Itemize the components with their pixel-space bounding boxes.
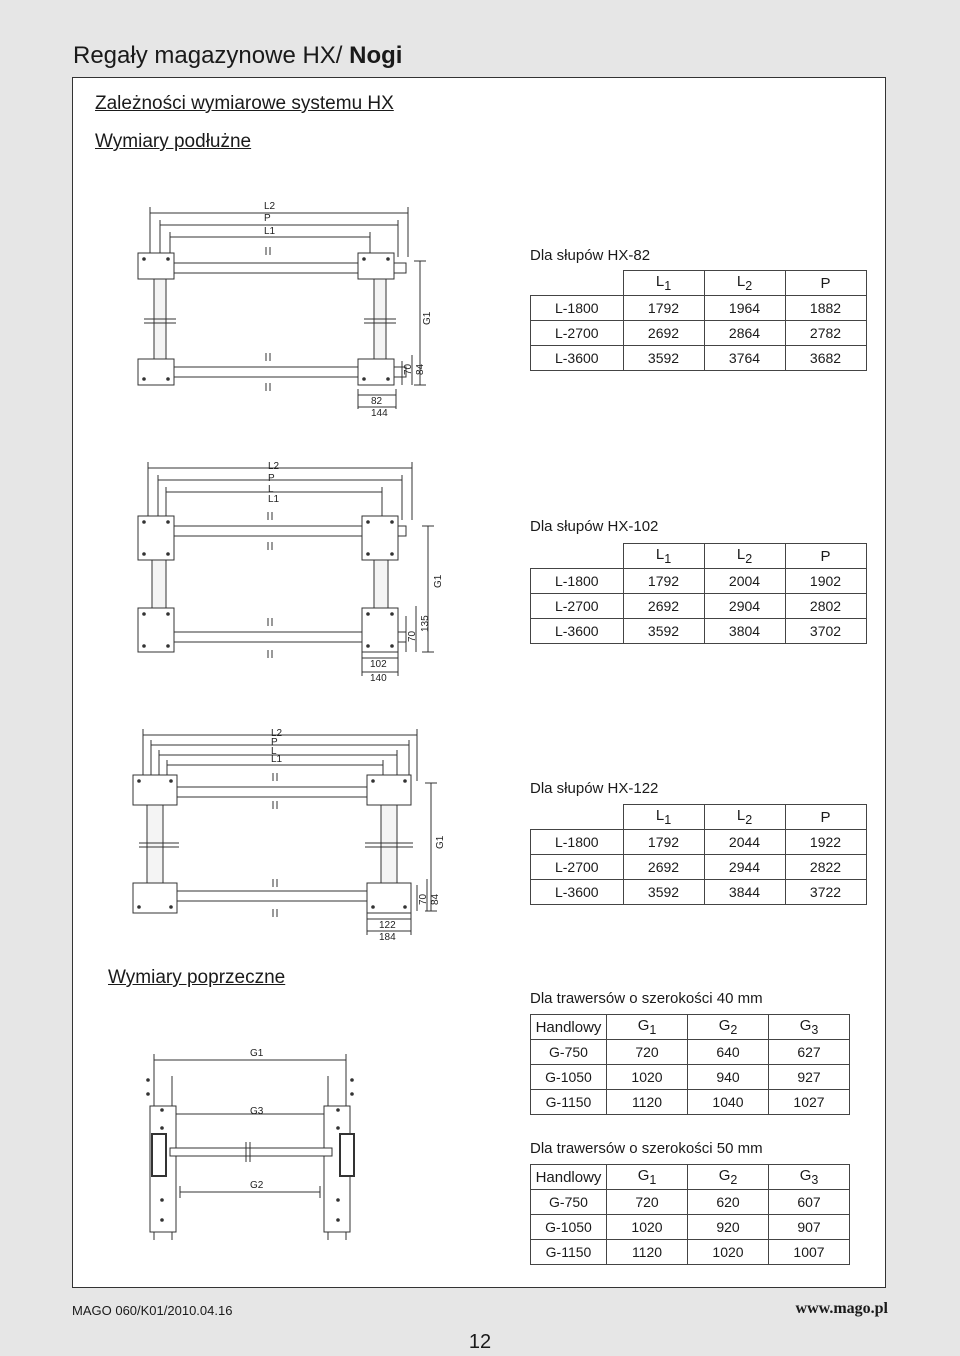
table-row: L-2700 2692 2904 2802 — [531, 594, 867, 619]
header-g3: $G_3$ — [769, 1165, 850, 1190]
table-caption-hx82: Dla słupów HX-82 — [530, 247, 651, 264]
table-row: G-1150 1120 1040 1027 — [531, 1090, 850, 1115]
page-title: Regały magazynowe HX/ Nogi — [73, 42, 403, 69]
section-heading-transverse: Wymiary poprzeczne — [108, 967, 286, 988]
dim-label-l: L — [268, 484, 274, 495]
dim-label-p: P — [268, 473, 275, 484]
dim-label-102: 102 — [370, 659, 387, 670]
rack-drawing-hx122 — [125, 723, 455, 943]
page-number: 12 — [468, 1331, 492, 1353]
table-row: G-1050 1020 940 927 — [531, 1065, 850, 1090]
table-row: L-1800 1792 1964 1882 — [531, 296, 867, 321]
table-row: L-1800 1792 2044 1922 — [531, 830, 867, 855]
dimensions-table-hx102 — [530, 543, 867, 644]
header-p: P — [785, 271, 866, 296]
dim-label-82: 82 — [371, 396, 383, 407]
header-handlowy: Handlowy — [531, 1015, 607, 1040]
table-corner — [531, 805, 624, 830]
dim-label-140: 140 — [370, 673, 387, 684]
table-caption-50mm: Dla trawersów o szerokości 50 mm — [530, 1140, 763, 1157]
dim-label-g1: G1 — [422, 311, 433, 325]
section-heading-longitudinal: Wymiary podłużne — [95, 131, 252, 152]
dim-label-g3: G3 — [250, 1106, 264, 1117]
dim-label-g1: G1 — [250, 1048, 264, 1059]
table-row: L-1800 1792 2004 1902 — [531, 569, 867, 594]
dim-label-l1: L1 — [268, 494, 280, 505]
header-g1: $G_1$ — [607, 1015, 688, 1040]
table-row: L-3600 3592 3844 3722 — [531, 880, 867, 905]
dim-label-l1: L1 — [264, 226, 276, 237]
header-l1: $L_1$ — [623, 544, 704, 569]
table-corner — [531, 544, 624, 569]
transverse-table-40mm — [530, 1014, 850, 1115]
dim-label-g1: G1 — [433, 574, 444, 588]
table-caption-hx102: Dla słupów HX-102 — [530, 518, 659, 535]
document-code: MAGO 060/K01/2010.04.16 — [72, 1303, 233, 1318]
dimensions-table-hx82 — [530, 270, 867, 371]
table-row: G-1150 1120 1020 1007 — [531, 1240, 850, 1265]
dim-label-p: P — [271, 737, 278, 748]
header-l2: $L_2$ — [704, 271, 785, 296]
dimensions-table-hx122 — [530, 804, 867, 905]
dim-label-p: P — [264, 213, 271, 224]
transverse-table-50mm — [530, 1164, 850, 1265]
dim-label-135: 135 — [420, 615, 431, 632]
dim-label-144: 144 — [371, 408, 388, 417]
rack-drawing-hx82 — [130, 195, 450, 417]
table-row: G-1050 1020 920 907 — [531, 1215, 850, 1240]
header-g2: $G_2$ — [688, 1165, 769, 1190]
table-row: L-2700 2692 2944 2822 — [531, 855, 867, 880]
dim-label-l: L — [271, 746, 277, 757]
header-l1: $L_1$ — [623, 271, 704, 296]
dim-label-84: 84 — [430, 893, 441, 905]
table-row: G-750 720 640 627 — [531, 1040, 850, 1065]
header-g3: $G_3$ — [769, 1015, 850, 1040]
transverse-drawing — [140, 1040, 380, 1240]
table-row: L-3600 3592 3804 3702 — [531, 619, 867, 644]
section-heading-main: Zależności wymiarowe systemu HX — [95, 93, 394, 114]
table-caption-hx122: Dla słupów HX-122 — [530, 780, 659, 797]
dim-label-g1: G1 — [435, 835, 446, 849]
header-g1: $G_1$ — [607, 1165, 688, 1190]
dim-label-g2: G2 — [250, 1180, 264, 1191]
table-corner — [531, 271, 624, 296]
dim-label-184: 184 — [379, 932, 396, 943]
header-l2: $L_2$ — [704, 544, 785, 569]
header-l1: $L_1$ — [623, 805, 704, 830]
table-row: G-750 720 620 607 — [531, 1190, 850, 1215]
dim-label-70: 70 — [418, 893, 429, 905]
header-g2: $G_2$ — [688, 1015, 769, 1040]
rack-drawing-hx102 — [130, 456, 450, 688]
dim-label-70: 70 — [407, 630, 418, 642]
dim-label-l1: L1 — [271, 754, 283, 765]
dim-label-70: 70 — [403, 363, 414, 375]
dim-label-l2: L2 — [268, 461, 280, 472]
header-p: P — [785, 805, 866, 830]
header-p: P — [785, 544, 866, 569]
dim-label-l2: L2 — [264, 201, 276, 212]
table-row: L-2700 2692 2864 2782 — [531, 321, 867, 346]
dim-label-84: 84 — [415, 363, 426, 375]
table-caption-40mm: Dla trawersów o szerokości 40 mm — [530, 990, 763, 1007]
header-l2: $L_2$ — [704, 805, 785, 830]
website-link[interactable]: www.mago.pl — [795, 1300, 888, 1317]
header-handlowy: Handlowy — [531, 1165, 607, 1190]
dim-label-l2: L2 — [271, 728, 283, 739]
table-row: L-3600 3592 3764 3682 — [531, 346, 867, 371]
dim-label-122: 122 — [379, 920, 396, 931]
